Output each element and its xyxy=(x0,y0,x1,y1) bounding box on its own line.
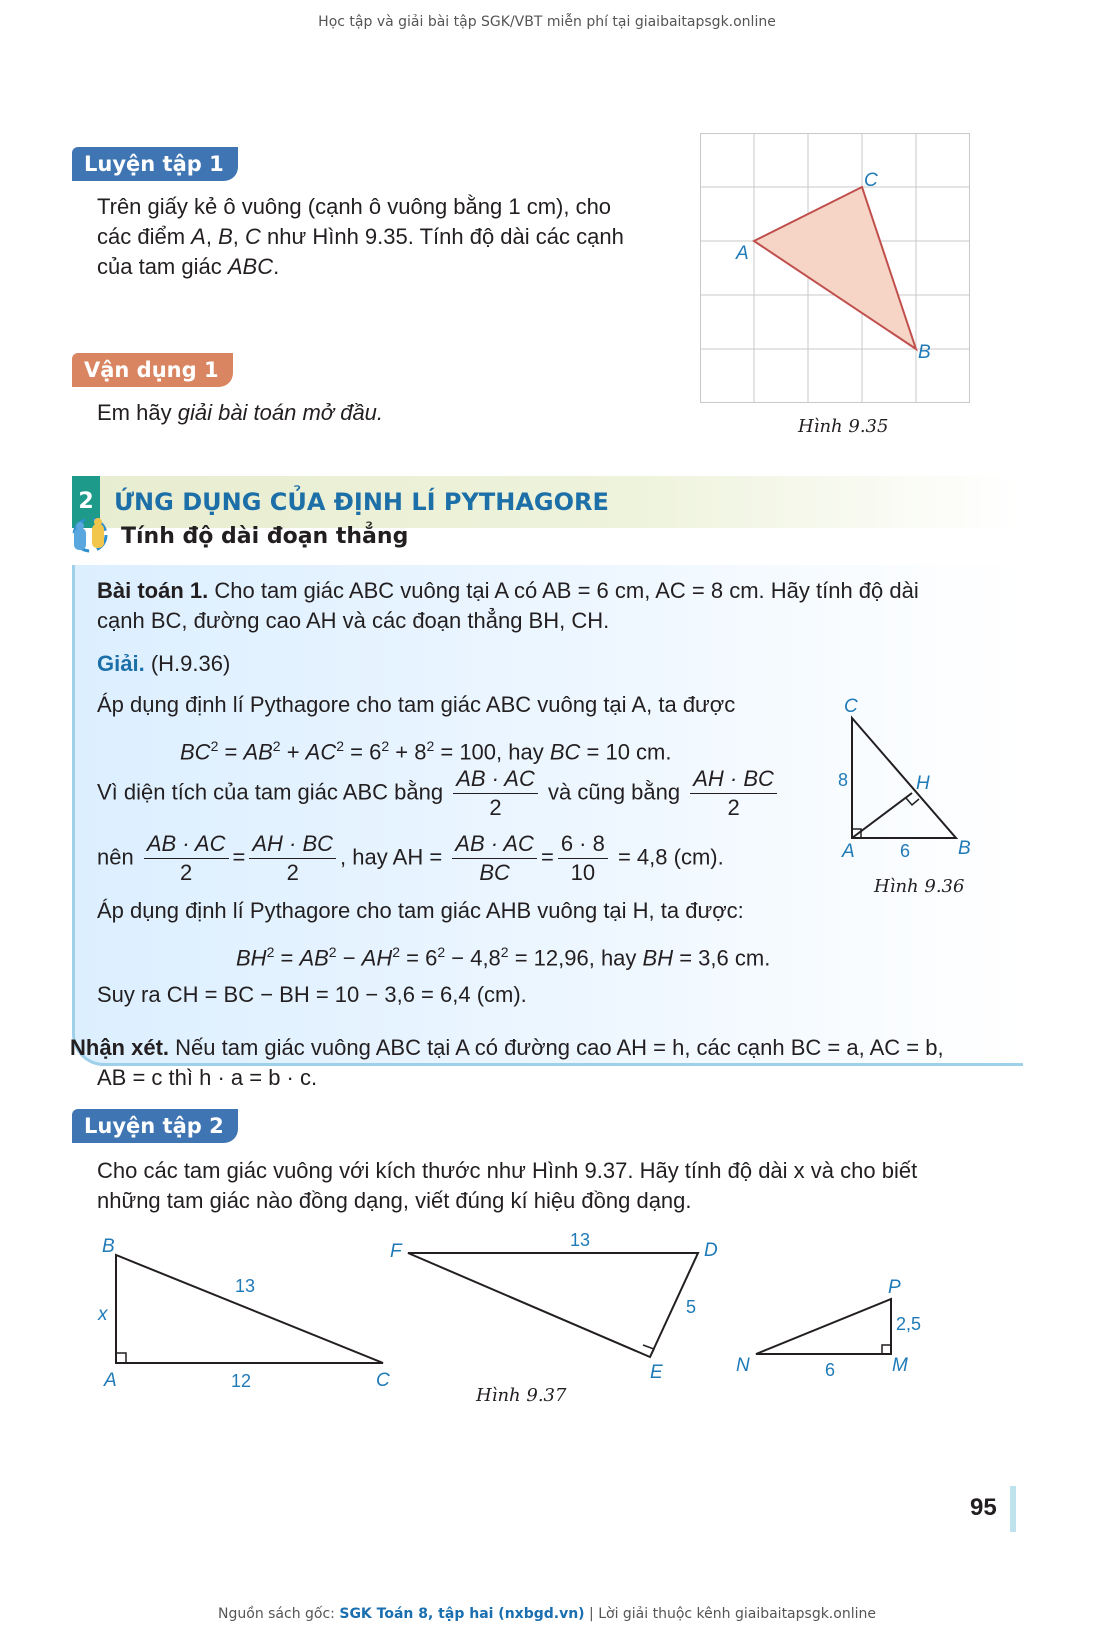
fig935-label-c: C xyxy=(864,170,878,191)
problem-1-line1 xyxy=(97,576,987,606)
figure-9-36 xyxy=(828,690,978,865)
page-header: Học tập và giải bài tập SGK/VBT miễn phí tại giaibaitapsgk.online xyxy=(318,14,776,30)
triangle-npm xyxy=(756,1299,891,1354)
luyen-tap-1-line2: các điểm A, B, C như Hình 9.35. Tính độ dài các cạnh xyxy=(97,224,624,249)
fig936-label-c: C xyxy=(844,696,858,717)
lt1-pB: B xyxy=(218,224,233,249)
footer-prefix: Nguồn sách gốc: xyxy=(218,1606,335,1622)
luyen-tap-2-text xyxy=(97,1156,997,1216)
s4b: , hay AH = xyxy=(340,844,443,870)
solution-ref: (H.9.36) xyxy=(150,651,231,676)
triangle-abc xyxy=(754,187,916,349)
t1-label-a: A xyxy=(104,1370,117,1391)
fig936-label-b: B xyxy=(958,838,971,859)
problem-1-line2: cạnh BC, đường cao AH và các đoạn thẳng BH, CH. xyxy=(97,608,610,633)
triangle-bac xyxy=(116,1255,383,1363)
solution-step1: Áp dụng định lí Pythagore cho tam giác ABC vuông tại A, ta được xyxy=(97,692,736,717)
solution-step5: Áp dụng định lí Pythagore cho tam giác AHB vuông tại H, ta được: xyxy=(97,898,744,923)
luyen-tap-2-line2: những tam giác nào đồng dạng, viết đúng kí hiệu đồng dạng. xyxy=(97,1188,692,1213)
frac-num: AB · AC xyxy=(144,830,229,859)
frac-den: 2 xyxy=(727,795,740,820)
luyen-tap-2-line1: Cho các tam giác vuông với kích thước như Hình 9.37. Hãy tính độ dài x và cho biết xyxy=(97,1158,918,1183)
luyen-tap-2-tag: Luyện tập 2 xyxy=(72,1109,238,1143)
fig935-label-a: A xyxy=(736,243,749,264)
frac-num: AH · BC xyxy=(249,830,336,859)
frac-ahbc-2b xyxy=(249,830,336,887)
fig936-label-a: A xyxy=(842,841,855,862)
page-footer xyxy=(0,1606,1094,1622)
frac-den: BC xyxy=(479,860,510,885)
fig935-label-b: B xyxy=(918,342,931,363)
t1-label-x: x xyxy=(98,1304,108,1325)
t3-pm: 2,5 xyxy=(896,1314,922,1334)
lt1-pA: A xyxy=(191,224,206,249)
t2-label-f: F xyxy=(390,1241,402,1262)
figure-9-37 xyxy=(80,1225,960,1400)
t1-base: 12 xyxy=(231,1371,252,1391)
s3b: và cũng bằng xyxy=(548,779,681,805)
remark-line1 xyxy=(70,1033,990,1063)
footer-suffix: | Lời giải thuộc kênh giaibaitapsgk.online xyxy=(589,1606,876,1622)
solution-label: Giải. xyxy=(97,651,145,676)
lt1-tri: ABC xyxy=(227,254,274,279)
solution-heading xyxy=(97,649,230,679)
remark xyxy=(70,1033,990,1093)
vd1-a: Em hãy xyxy=(97,400,172,425)
problem-1-label: Bài toán 1. xyxy=(97,578,209,603)
right-angle-a xyxy=(116,1353,126,1363)
solution-step7: Suy ra CH = BC − BH = 10 − 3,6 = 6,4 (cm). xyxy=(97,982,527,1007)
solution-step3 xyxy=(97,765,781,822)
remark-label: Nhận xét. xyxy=(70,1035,170,1060)
frac-den: 2 xyxy=(286,860,299,885)
t3-label-p: P xyxy=(888,1277,901,1298)
frac-abac-bc xyxy=(452,830,537,887)
right-angle-h xyxy=(906,798,919,805)
s4a: nên xyxy=(97,844,134,870)
luyen-tap-1-line3 xyxy=(97,252,687,282)
frac-68-10 xyxy=(558,830,608,887)
problem-1-statement xyxy=(97,576,987,636)
t3-nm: 6 xyxy=(825,1360,836,1380)
section-2-number: 2 xyxy=(72,476,100,528)
lt1-pC: C xyxy=(245,224,261,249)
page-number: 95 xyxy=(970,1494,997,1521)
subheading: Tính độ dài đoạn thẳng xyxy=(121,524,409,549)
frac-num: AB · AC xyxy=(453,765,538,794)
t3-label-m: M xyxy=(892,1355,908,1376)
right-angle-m xyxy=(882,1345,891,1354)
frac-num: AH · BC xyxy=(690,765,777,794)
problem-1-line1-text: Cho tam giác ABC vuông tại A có AB = 6 cm, AC = 8 cm. Hãy tính độ dài xyxy=(214,578,919,603)
lt1-l2a: các điểm xyxy=(97,224,186,249)
figure-9-35 xyxy=(700,133,972,405)
frac-abac-2 xyxy=(453,765,538,822)
luyen-tap-1-tag: Luyện tập 1 xyxy=(72,147,238,181)
page-number-bar xyxy=(1010,1486,1016,1532)
t1-hyp: 13 xyxy=(235,1276,256,1296)
t1-label-b: B xyxy=(102,1236,115,1257)
triangle-abc-936 xyxy=(852,718,956,838)
lt1-dot: . xyxy=(273,254,280,279)
lt1-l3a: của tam giác xyxy=(97,254,222,279)
remark-line1-text: Nếu tam giác vuông ABC tại A có đường cao AH = h, các cạnh BC = a, AC = b, xyxy=(175,1035,944,1060)
t3-label-n: N xyxy=(736,1355,750,1376)
frac-ahbc-2 xyxy=(690,765,777,822)
triangle-fde xyxy=(408,1253,698,1357)
remark-line2: AB = c thì h · a = b · c. xyxy=(97,1065,318,1090)
t2-de: 5 xyxy=(686,1297,697,1317)
footer-source-link[interactable]: SGK Toán 8, tập hai (nxbgd.vn) xyxy=(339,1606,585,1622)
luyen-tap-1-line1: Trên giấy kẻ ô vuông (cạnh ô vuông bằng 1 cm), cho xyxy=(97,194,612,219)
t2-fd: 13 xyxy=(570,1230,591,1250)
figure-9-36-caption: Hình 9.36 xyxy=(874,876,965,897)
lt1-l2b: như Hình 9.35. Tính độ dài các cạnh xyxy=(267,224,624,249)
t2-label-e: E xyxy=(650,1362,663,1383)
frac-num: 6 · 8 xyxy=(558,830,608,859)
fig936-side-8: 8 xyxy=(838,770,849,790)
frac-den: 10 xyxy=(570,860,596,885)
figure-9-37-caption: Hình 9.37 xyxy=(476,1385,567,1406)
frac-abac-2b xyxy=(144,830,229,887)
t2-label-d: D xyxy=(704,1240,718,1261)
fig936-side-6: 6 xyxy=(900,841,911,861)
van-dung-1-text xyxy=(97,398,383,428)
section-2-title: ỨNG DỤNG CỦA ĐỊNH LÍ PYTHAGORE xyxy=(114,488,609,516)
frac-den: 2 xyxy=(489,795,502,820)
s4c: = 4,8 (cm). xyxy=(617,844,724,870)
solution-formula1: $BC^2 = AB^2 + AC^2 = 6^2 + 8^2 = 100$, hay BC = 10 cm. xyxy=(180,738,672,765)
frac-num: AB · AC xyxy=(452,830,537,859)
s3a: Vì diện tích của tam giác ABC bằng xyxy=(97,779,444,805)
solution-formula2: $BH^2 = AB^2 - AH^2 = 6^2 - 4,8^2 = 12,96$, hay BH = 3,6 cm. xyxy=(236,944,771,971)
vd1-b: giải bài toán mở đầu. xyxy=(177,400,384,425)
figure-9-35-caption: Hình 9.35 xyxy=(798,416,889,437)
people-icon xyxy=(70,516,110,554)
luyen-tap-1-text xyxy=(97,192,687,282)
frac-den: 2 xyxy=(180,860,193,885)
solution-step4: nên $\frac{AB \cdot AC}{2}$ = $\frac{AH \cdot BC}{2}$ , hay AH = $\frac{AB \cdot AC}{BC}$ = $\frac{6 \cdot 8}{10}$ = 4,8 (cm). xyxy=(97,831,724,885)
van-dung-1-tag: Vận dụng 1 xyxy=(72,353,233,387)
t1-label-c: C xyxy=(376,1370,390,1391)
fig936-label-h: H xyxy=(916,773,930,794)
